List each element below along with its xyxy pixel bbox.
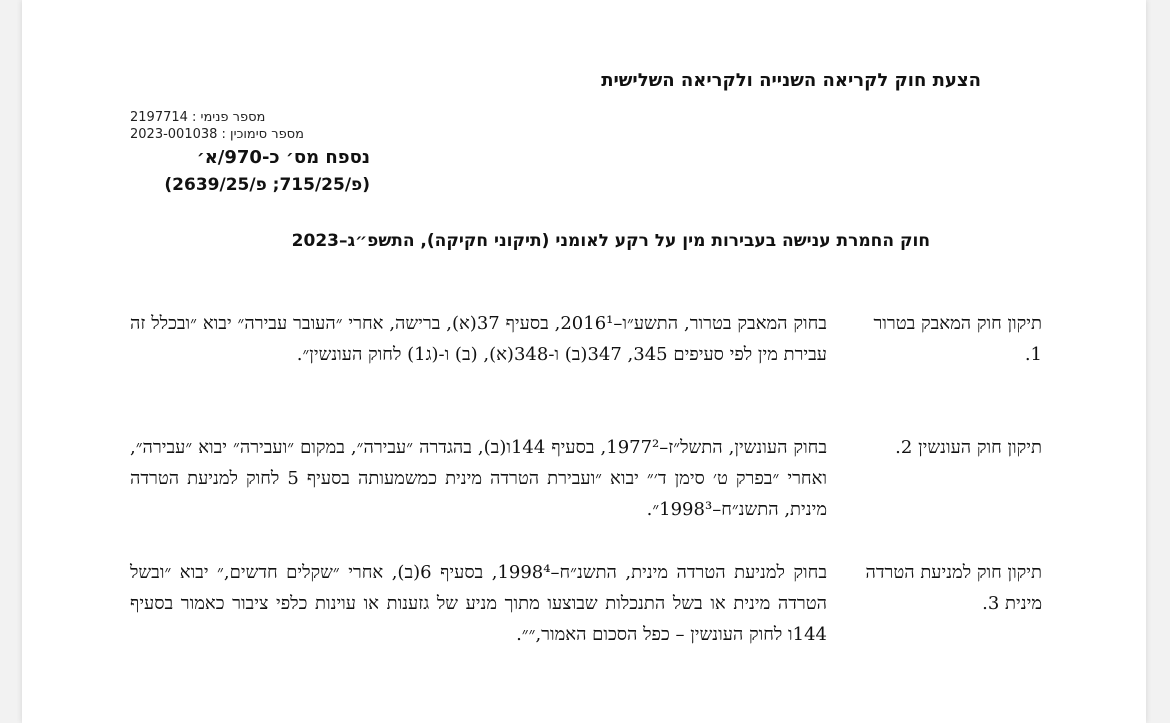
bill-references: (פ/715/25; פ/2639/25) [164, 175, 370, 195]
internal-number-label: מספר פנימי : [192, 110, 266, 125]
internal-number [130, 110, 265, 125]
code-number [130, 127, 304, 142]
section-margin-title [852, 557, 1042, 619]
section-margin-title [852, 308, 1042, 370]
section-body: בחוק למניעת הטרדה מינית, התשנ״ח–1998⁴, בסעיף 6(ב), אחרי ״שקלים חדשים,״ יבוא ״ובשל הטרדה מינית או בשל התנכלות שבוצעו מתוך מניע של גזענות או עוינות כלפי ציבור כאמור בסעיף 144ו לחוק העונשין – כפל הסכום האמור,״״. [130, 562, 827, 645]
section-number: 2. [895, 437, 913, 458]
section-number: 1. [1024, 344, 1042, 365]
section-margin-title [852, 432, 1042, 463]
code-number-value: 2023-001038 [130, 127, 218, 142]
code-number-label: מספר סימוכין : [221, 127, 304, 142]
section-body: בחוק העונשין, התשל״ז–1977², בסעיף 144ו(ב), בהגדרה ״עבירה״, במקום ״ועבירה״ יבוא ״עבירה״, ואחרי ״בפרק ט׳ סימן ד׳״ יבוא ״ועבירת הטרדה מינית כמשמעותה בסעיף 5 לחוק למניעת הטרדה מינית, התשנ״ח–1998³״. [130, 437, 827, 520]
section-margin-label: תיקון חוק למניעת הטרדה מינית [865, 562, 1042, 614]
section-number: 3. [982, 593, 1000, 614]
section-margin-label: תיקון חוק העונשין [918, 437, 1042, 458]
section-margin-label: תיקון חוק המאבק בטרור [873, 313, 1042, 334]
law-title: חוק החמרת ענישה בעבירות מין על רקע לאומני (תיקוני חקיקה), התשפ״ג–2023 [291, 231, 930, 251]
supplement-number: נספח מס׳ כ-970/א׳ [196, 147, 370, 168]
document-header-title: הצעת חוק לקריאה השנייה ולקריאה השלישית [601, 70, 981, 91]
document-page [22, 0, 1146, 723]
section-body: בחוק המאבק בטרור, התשע״ו–2016¹, בסעיף 37(א), ברישה, אחרי ״העובר עבירה״ יבוא ״ובכלל זה עבירת מין לפי סעיפים 345, 347(ב) ו-348(א), (ב) ו-(ג1) לחוק העונשין״. [130, 313, 827, 365]
internal-number-value: 2197714 [130, 110, 188, 125]
